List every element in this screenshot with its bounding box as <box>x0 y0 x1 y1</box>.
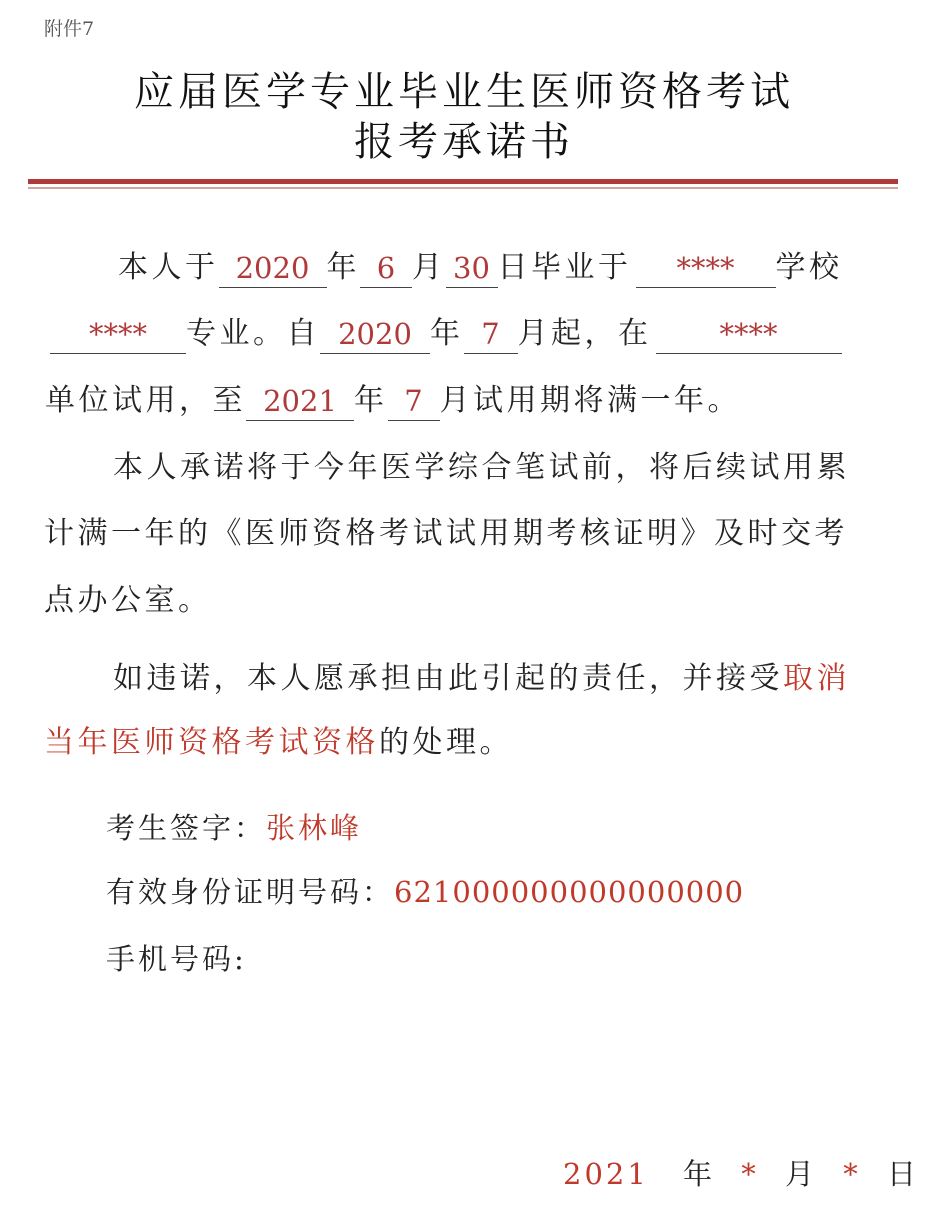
para1-line2 <box>50 314 842 354</box>
start-year-field: 2020 <box>320 317 430 354</box>
id-label: 有效身份证明号码： <box>106 875 395 909</box>
title-line-2: 报考承诺书 <box>354 119 574 165</box>
text: 单位试用，至 <box>45 383 246 418</box>
end-year-field: 2021 <box>246 384 354 421</box>
date-month: * <box>741 1157 759 1191</box>
text: 的处理。 <box>379 725 513 760</box>
para2-line1: 本人承诺将于今年医学综合笔试前，将后续试用累 <box>113 450 850 485</box>
id-row <box>106 870 744 911</box>
para3-line2 <box>44 723 513 763</box>
text: 年 <box>683 1157 716 1191</box>
header-rule <box>28 179 898 184</box>
major-field: **** <box>50 317 186 354</box>
school-field: **** <box>636 251 776 288</box>
grad-year-field: 2020 <box>219 251 327 288</box>
text: 月试用期将满一年。 <box>439 383 741 418</box>
date-row <box>563 1152 919 1193</box>
text: 月 <box>784 1157 817 1191</box>
text: 年 <box>354 383 388 418</box>
phone-label: 手机号码: <box>106 942 247 976</box>
signature-row <box>106 806 362 847</box>
id-value: 621000000000000000 <box>394 875 745 909</box>
date-day: * <box>843 1157 861 1191</box>
highlight-text: 当年医师资格考试资格 <box>44 725 379 760</box>
grad-day-field: 30 <box>446 251 498 288</box>
text: 年 <box>430 316 464 351</box>
start-month-field: 7 <box>464 317 518 354</box>
para2-line2: 计满一年的《医师资格考试试用期考核证明》及时交考 <box>44 516 848 551</box>
phone-row <box>106 937 247 978</box>
end-month-field: 7 <box>388 384 440 421</box>
title-line-1: 应届医学专业毕业生医师资格考试 <box>134 69 794 115</box>
text: 如违诺，本人愿承担由此引起的责任，并接受 <box>113 661 783 696</box>
text: 年 <box>326 250 360 285</box>
sign-label: 考生签字： <box>106 811 267 845</box>
text: 学校 <box>775 250 843 285</box>
text: 日 <box>886 1157 919 1191</box>
para1-line1 <box>118 248 843 288</box>
grad-month-field: 6 <box>360 251 412 288</box>
attachment-label: 附件7 <box>44 18 95 40</box>
header-rule-thin <box>28 187 898 189</box>
text: 专业。自 <box>186 316 320 351</box>
para3-line1 <box>113 659 850 699</box>
unit-field: **** <box>656 317 842 354</box>
date-year: 2021 <box>563 1157 649 1191</box>
text: 日毕业于 <box>497 250 632 285</box>
text: 月起，在 <box>517 316 652 351</box>
text: 月 <box>412 250 446 285</box>
sign-value: 张林峰 <box>266 811 363 845</box>
para1-line3 <box>45 381 741 421</box>
highlight-text: 取消 <box>783 661 850 696</box>
text: 本人于 <box>118 250 219 285</box>
para2-line3: 点办公室。 <box>44 583 212 618</box>
